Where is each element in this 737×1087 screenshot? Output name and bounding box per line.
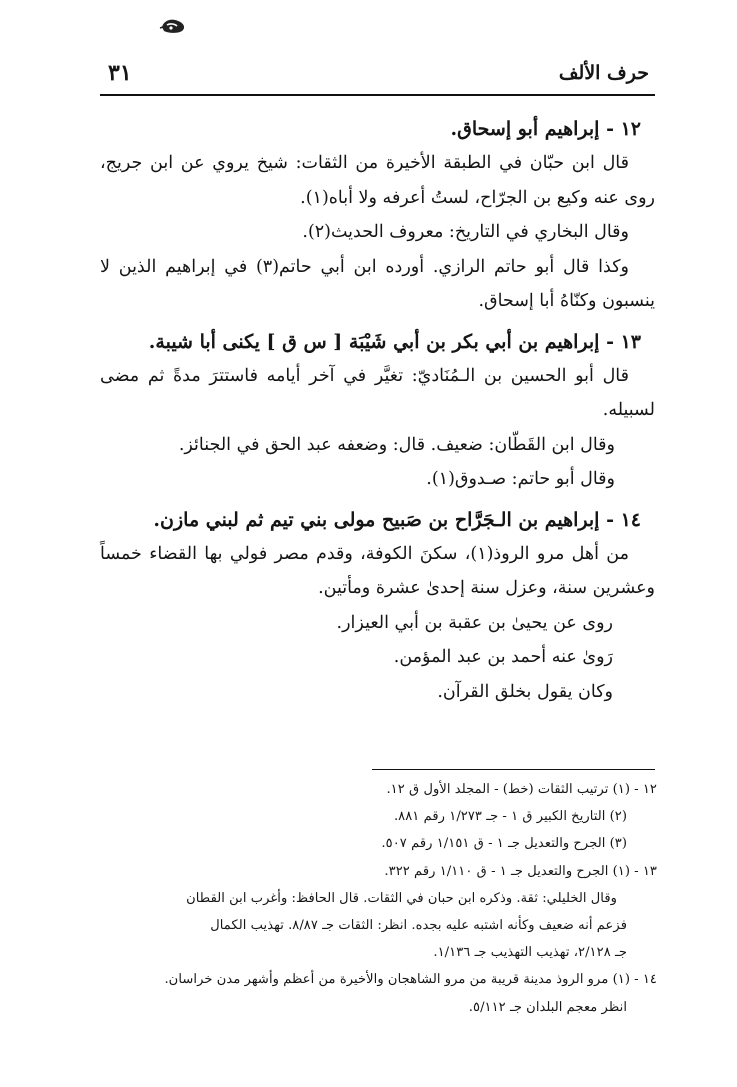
footnote-continuation: جـ ٢/١٢٨، تهذيب التهذيب جـ ١/١٣٦. (433, 945, 627, 961)
entry-paragraph: وكذا قال أبو حاتم الرازي. أورده ابن أبي حاتم(٣) في إبراهيم الذين لا ينسبون وكنّاهُ أبا إسحاق. (100, 256, 655, 311)
footnote-separator (372, 769, 655, 770)
entry-line: رَوىٰ عنه أحمد بن عبد المؤمن. (393, 647, 613, 667)
chapter-title: حرف الألف (558, 62, 649, 84)
entry-line: روى عن يحيىٰ بن عقبة بن أبي العيزار. (336, 612, 613, 633)
main-text (100, 112, 655, 709)
footnote-continuation: انظر معجم البلدان جـ ٥/١١٢. (468, 999, 627, 1015)
page-number: ٣١ (108, 60, 132, 86)
ink-blot-ornament-icon (158, 15, 188, 37)
running-header (100, 58, 655, 96)
entry-paragraph: قال ابن حبّان في الطبقة الأخيرة من الثقات: شيخ يروي عن ابن جريج، روى عنه وكيع بن الجرّاح، لستُ أعرفه ولا أباه(١). (100, 153, 655, 208)
entry-heading: ١٢ - إبراهيم أبو إسحاق. (450, 118, 641, 140)
entry-line: وقال أبو حاتم: صـدوق(١). (426, 469, 615, 489)
entry-paragraph: قال أبو الحسين بن الـمُنَاديّ: تغيَّر في آخر أيامه فاستترَ مدةً ثم مضى لسبيله. (100, 365, 655, 420)
footnote-continuation: فزعم أنه ضعيف وكأنه اشتبه عليه بجده. انظر: الثقات جـ ٨/٨٧. تهذيب الكمال (210, 918, 627, 934)
footnotes (100, 776, 657, 1021)
entry-line: وقال ابن القَطّان: ضعيف. قال: وضعفه عبد الحق في الجنائز. (178, 434, 615, 455)
entry-heading: ١٣ - إبراهيم بن أبي بكر بن أبي شَيْبَة [ س ق ] يكنى أبا شيبة. (148, 330, 641, 353)
footnote: ١٣ - (١) الجرح والتعديل جـ ١ - ق ١/١١٠ رقم ٣٢٢. (384, 863, 657, 879)
entry-line: وكان يقول بخلق القرآن. (437, 681, 613, 702)
footnote: ١٤ - (١) مرو الروذ مدينة قريبة من مرو الشاهجان والأخيرة من أعظم وأشهر مدن خراسان. (164, 972, 657, 988)
entry-heading: ١٤ - إبراهيم بن الـجَرَّاح بن صَبيح مولى بني تيم ثم لبني مازن. (153, 508, 641, 531)
footnote: ١٢ - (١) ترتيب الثقات (خط) - المجلد الأول ق ١٢. (386, 782, 657, 797)
footnote: (٣) الجرح والتعديل جـ ١ - ق ١/١٥١ رقم ٥٠٧. (381, 836, 627, 852)
footnote: (٢) التاريخ الكبير ق ١ - جـ ١/٢٧٣ رقم ٨٨١. (393, 809, 627, 825)
entry-paragraph: وقال البخاري في التاريخ: معروف الحديث(٢). (302, 222, 629, 242)
entry-paragraph: من أهل مرو الروذ(١)، سكنَ الكوفة، وقدم مصر فولي بها القضاء خمساً وعشرين سنة، وعزل سنة إحدىٰ عشرة ومأتين. (100, 543, 655, 598)
footnote-continuation: وقال الخليلي: ثقة. وذكره ابن حبان في الثقات. قال الحافظ: وأغرب ابن القطان (186, 890, 617, 906)
